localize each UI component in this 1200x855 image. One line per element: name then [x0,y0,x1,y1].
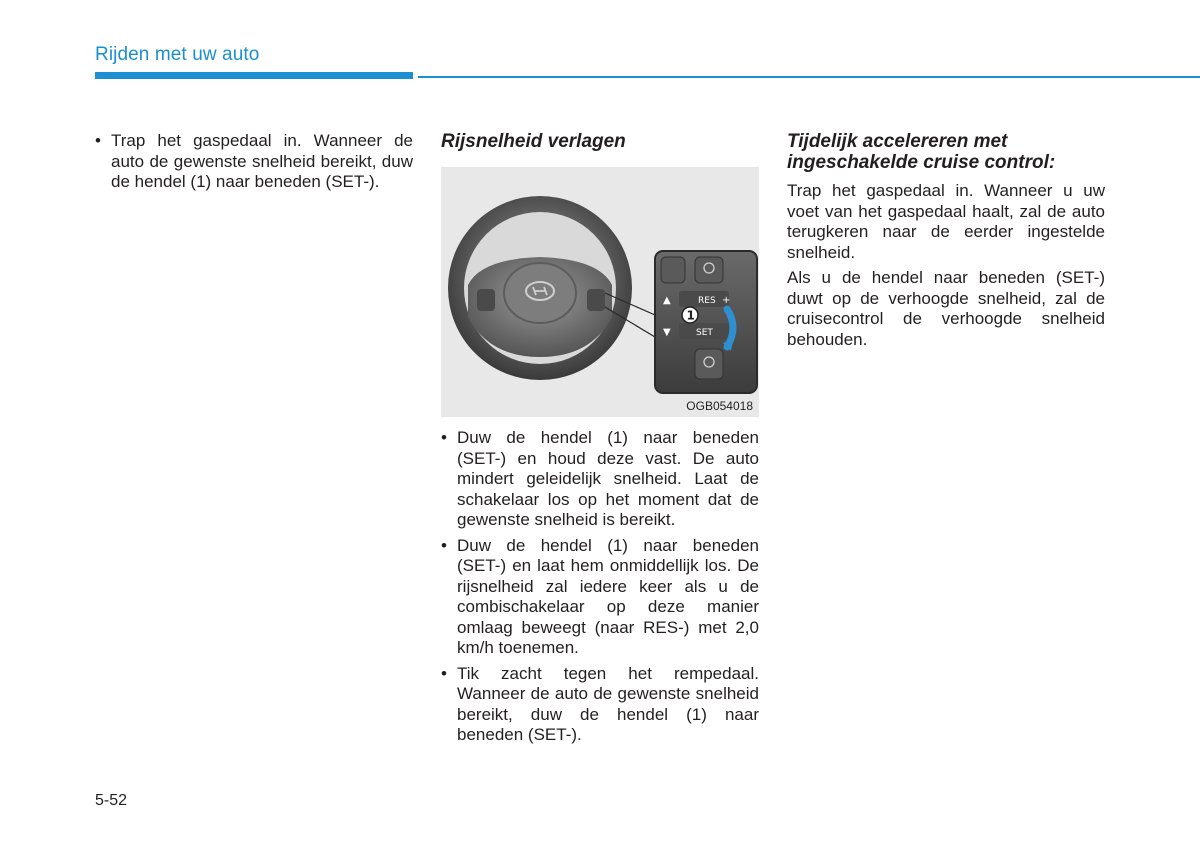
section-title: Rijden met uw auto [95,44,260,65]
page-number: 5-52 [95,792,128,809]
list-item: • Duw de hendel (1) naar beneden (SET-) en houd deze vast. De auto mindert geleidelijk snelheid. Laat de schakelaar los op het moment dat de gewenste snelheid is bereikt. [441,428,759,531]
header-rule-thin [418,76,1200,78]
figure-code: OGB054018 [686,399,753,413]
callout-number: 1 [686,308,695,323]
header-rule-thick [95,72,413,79]
list-item: • Trap het gaspedaal in. Wanneer de auto de gewenste snelheid bereikt, duw de hendel (1) naar beneden (SET-). [95,131,413,193]
list-item: • Duw de hendel (1) naar beneden (SET-) en laat hem onmiddellijk los. De rijsnelheid zal iedere keer als u de combischakelaar op deze manier omlaag beweegt (naar RES-) met 2,0 km/h toenemen. [441,536,759,659]
svg-text:+: + [722,295,731,306]
paragraph: Trap het gaspedaal in. Wanneer u uw voet van het gaspedaal haalt, zal de auto terugkeren naar de eerder ingestelde snelheid. [787,181,1105,262]
column-right [787,131,1105,355]
set-label: SET [696,328,713,338]
svg-text:▲: ▲ [663,295,671,306]
paragraph: Als u de hendel naar beneden (SET-) duwt op de verhoogde snelheid, zal de cruisecontrol de verhoogde snelheid behouden. [787,268,1105,349]
res-label: RES [698,296,716,306]
column-left [95,131,413,198]
bullet-list [441,428,759,746]
steering-wheel-figure [441,167,759,417]
section-heading: Tijdelijk accelereren met ingeschakelde cruise control: [787,131,1056,173]
svg-text:▼: ▼ [663,327,671,338]
steering-wheel-illustration [441,167,759,417]
column-middle [441,131,759,751]
list-item: • Tik zacht tegen het rempedaal. Wanneer de auto de gewenste snelheid bereikt, duw de hendel (1) naar beneden (SET-). [441,664,759,746]
bullet-list [95,131,413,193]
section-heading: Rijsnelheid verlagen [441,131,626,152]
